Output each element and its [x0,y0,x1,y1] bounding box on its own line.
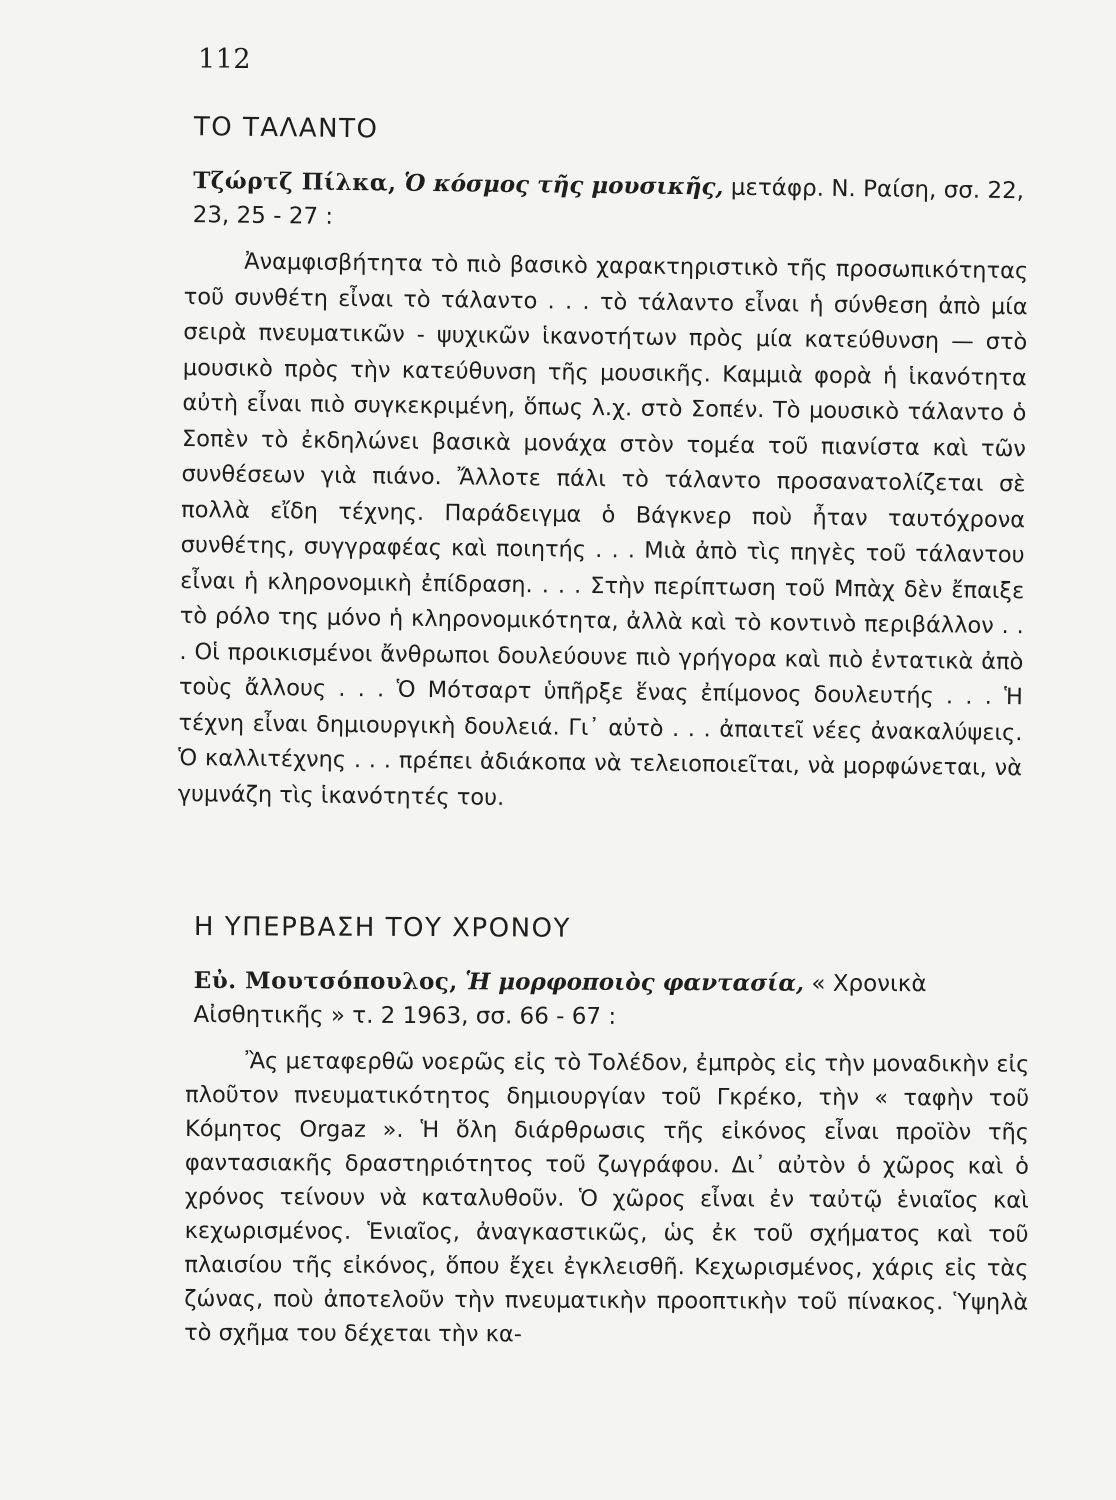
citation-details: « Χρονικὰ Αἰσθητικῆς » τ. 2 1963, σσ. 66 - 67 : [193,970,927,1030]
citation-author: Τζώρτζ Πίλκα, [192,167,397,197]
citation-author: Εὐ. Μουτσόπουλος, [193,967,458,996]
section-heading: ΤΟ ΤΑΛΑΝΤΟ [193,112,379,145]
page-number: 112 [198,44,252,75]
section-time-transcendence [184,912,1034,1354]
section-talent [177,112,1033,822]
citation [185,964,1033,1036]
section-heading: Η ΥΠΕΡΒΑΣΗ ΤΟΥ ΧΡΟΝΟΥ [193,912,571,944]
quote-paragraph: Ἂς μεταφερθῶ νοερῶς εἰς τὸ Τολέδον, ἐμπρὸς εἰς τὴν μοναδικὴν εἰς πλοῦτον πνευματικότητος δημιουργίαν τοῦ Γκρέκο, τὴν « ταφὴν τοῦ Κόμητος Orgaz ». Ἡ ὅλη διάρθρωσις τῆς εἰκόνος εἶναι προϊὸν τῆς φαντασιακῆς δραστηριότητος τοῦ ζωγράφου. Δι᾽ αὐτὸν ὁ χῶρος καὶ ὁ χρόνος τείνουν νὰ καταλυθοῦν. Ὁ χῶρος εἶναι ἐν ταὐτῷ ἑνιαῖος καὶ κεχωρισμένος. Ἑνιαῖος, ἀναγκαστικῶς, ὡς ἐκ τοῦ σχήματος καὶ τοῦ πλαισίου τῆς εἰκόνος, ὅπου ἔχει ἐγκλεισθῆ. Κεχωρισμένος, χάρις εἰς τὰς ζώνας, ποὺ ἀποτελοῦν τὴν πνευματικὴν προοπτικὴν τοῦ πίνακος. Ὑψηλὰ τὸ σχῆμα του δέχεται τὴν κα- [184,1048,1030,1348]
citation [185,164,1034,242]
citation-title: Ὁ κόσμος τῆς μουσικῆς, [403,169,724,201]
citation-title: Ἡ μορφοποιὸς φαντασία, [465,968,805,997]
quote-paragraph: Ἀναμφισβήτητα τὸ πιὸ βασικὸ χαρακτηριστικὸ τῆς προσωπικότητας τοῦ συνθέτη εἶναι τὸ τάλαντο . . . τὸ τάλαντο εἶναι ἡ σύνθεση ἀπὸ μία σειρὰ πνευματικῶν - ψυχικῶν ἱκανοτήτων πρὸς μία κατεύθυνση — στὸ μουσικὸ πρὸς τὴν κατεύθυνση τῆς μουσικῆς. Καμμιὰ φορὰ ἡ ἱκανότητα αὐτὴ εἶναι πιὸ συγκεκριμένη, ὅπως λ.χ. στὸ Σοπέν. Τὸ μουσικὸ τάλαντο ὁ Σοπὲν τὸ ἐκδηλώνει βασικὰ μονάχα στὸν τομέα τοῦ πιανίστα καὶ τῶν συνθέσεων γιὰ πιάνο. Ἄλλοτε πάλι τὸ τάλαντο προσανατολίζεται σὲ πολλὰ εἴδη τέχνης. Παράδειγμα ὁ Βάγκνερ ποὺ ἦταν ταυτόχρονα συνθέτης, συγγραφέας καὶ ποιητής . . . Μιὰ ἀπὸ τὶς πηγὲς τοῦ τάλαντου εἶναι ἡ κληρονομικὴ ἐπίδραση. . . . Στὴν περίπτωση τοῦ Μπὰχ δὲν ἔπαιξε τὸ ρόλο της μόνο ἡ κληρονομικότητα, ἀλλὰ καὶ τὸ κοντινὸ περιβάλλον . . . Οἱ προικισμένοι ἄνθρωποι δουλεύουνε πιὸ γρήγορα καὶ πιὸ ἐντατικὰ ἀπὸ τοὺς ἄλλους . . . Ὁ Μότσαρτ ὑπῆρξε ἕνας ἐπίμονος δουλευτής . . . Ἡ τέχνη εἶναι δημιουργικὴ δουλειά. Γι᾽ αὐτὸ . . . ἀπαιτεῖ νέες ἀνακαλύψεις. Ὁ καλλιτέχνης . . . πρέπει ἀδιάκοπα νὰ τελειοποιεῖται, νὰ μορφώνεται, νὰ γυμνάζη τὶς ἱκανότητές του. [177,248,1029,811]
citation-details: μετάφρ. Ν. Ραίση, σσ. 22, 23, 25 - 27 : [192,174,1025,230]
